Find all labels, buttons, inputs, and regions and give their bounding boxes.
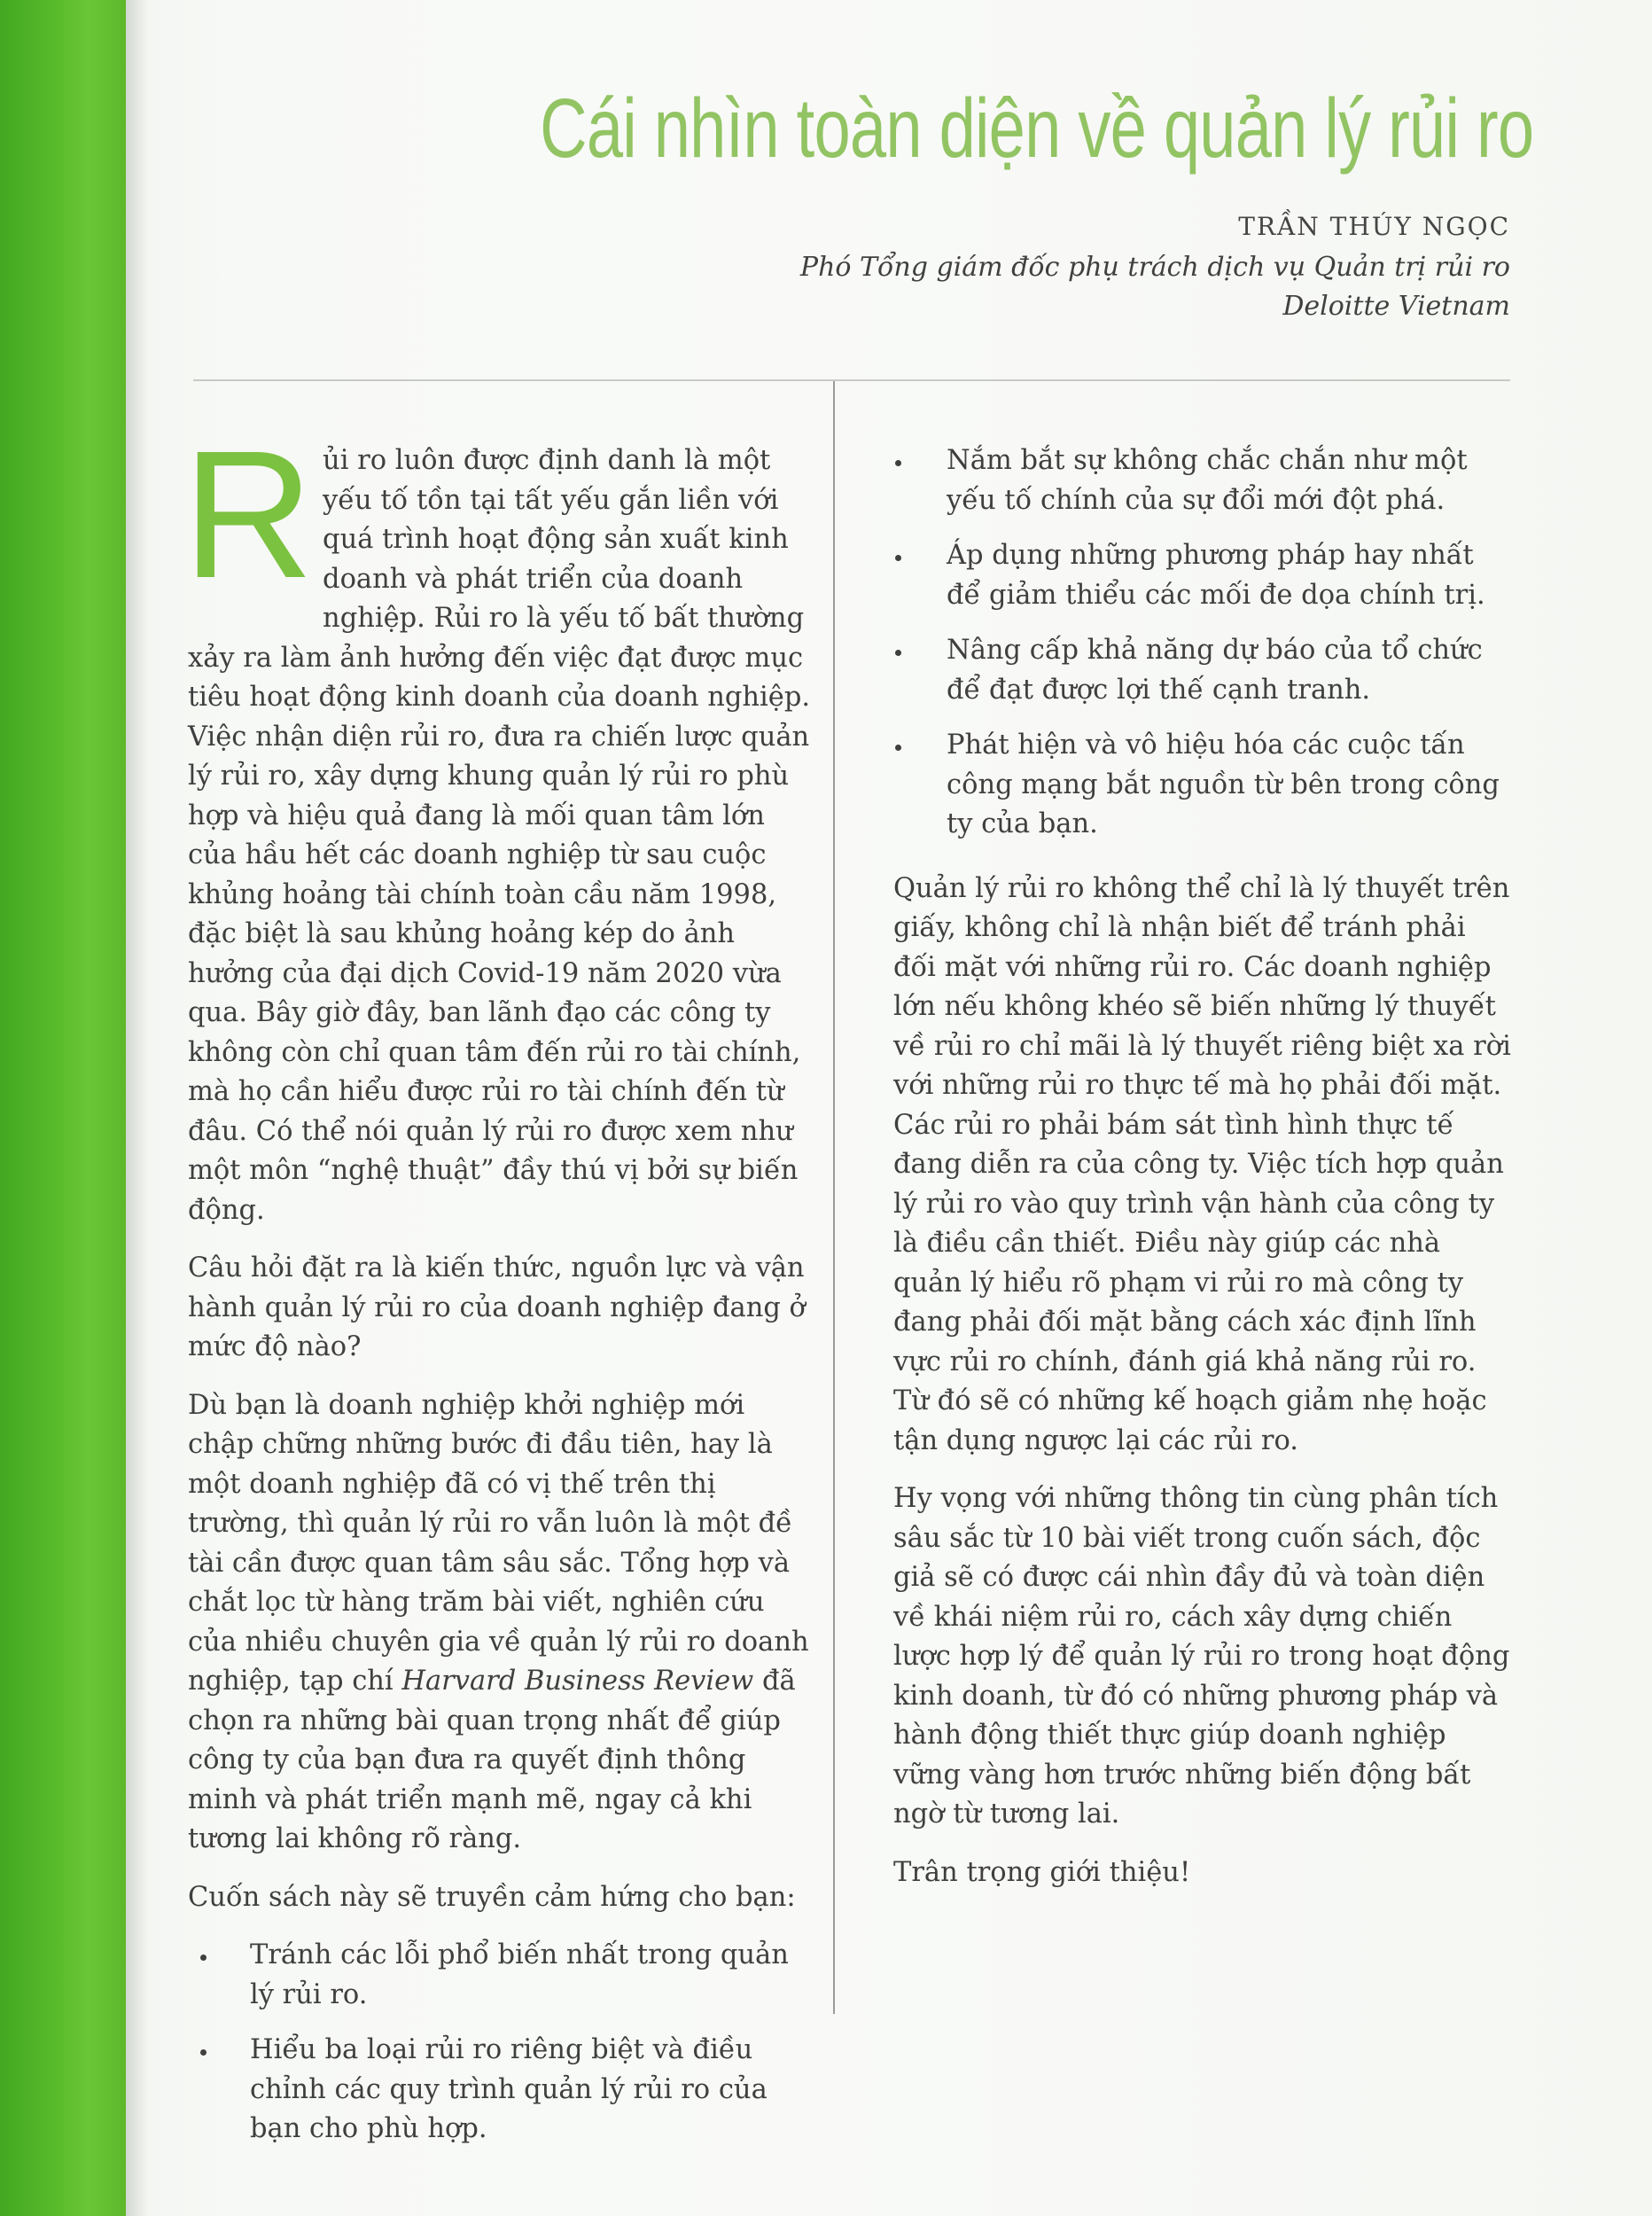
intro-paragraph <box>183 413 817 1230</box>
right-column <box>893 441 1514 1911</box>
list-item: Nâng cấp khả năng dự báo của tổ chức để đạt được lợi thế cạnh tranh. <box>893 631 1514 710</box>
left-column <box>183 413 817 2174</box>
question-paragraph: Câu hỏi đặt ra là kiến thức, nguồn lực và vận hành quản lý rủi ro của doanh nghiệp đang ở mức độ nào? <box>188 1252 806 1362</box>
list-item: Phát hiện và vô hiệu hóa các cuộc tấn công mạng bắt nguồn từ bên trong công ty của bạn. <box>893 726 1514 845</box>
list-item: Áp dụng những phương pháp hay nhất để giảm thiểu các mối đe dọa chính trị. <box>893 536 1514 615</box>
author-role: Phó Tổng giám đốc phụ trách dịch vụ Quản trị rủi ro <box>799 252 1510 283</box>
hope-paragraph: Hy vọng với những thông tin cùng phân tích sâu sắc từ 10 bài viết trong cuốn sách, độc giả sẽ có được cái nhìn đầy đủ và toàn diện về khái niệm rủi ro, cách xây dựng chiến lược hợp lý để quản lý rủi ro trong hoạt động kinh doanh, từ đó có những phương pháp và hành động thiết thực giúp doanh nghiệp vững vàng hơn trước những biến động bất ngờ từ tương lai. <box>893 1483 1510 1830</box>
risk-practice-paragraph: Quản lý rủi ro không thể chỉ là lý thuyết trên giấy, không chỉ là nhận biết để tránh phải đối mặt với những rủi ro. Các doanh nghiệp lớn nếu không khéo sẽ biến những lý thuyết về rủi ro chỉ mãi là lý thuyết riêng biệt xa rời với những rủi ro thực tế mà họ phải đối mặt. Các rủi ro phải bám sát tình hình thực tế đang diễn ra của công ty. Việc tích hợp quản lý rủi ro vào quy trình vận hành của công ty là điều cần thiết. Điều này giúp các nhà quản lý hiểu rõ phạm vi rủi ro mà công ty đang phải đối mặt bằng cách xác định lĩnh vực rủi ro chính, đánh giá khả năng rủi ro. Từ đó sẽ có những kế hoạch giảm nhẹ hoặc tận dụng ngược lại các rủi ro. <box>893 872 1511 1456</box>
book-purpose-paragraph <box>188 1386 817 1860</box>
green-spine-bar <box>0 0 126 2216</box>
book-purpose-text-2: đã chọn ra những bài quan trọng nhất để giúp công ty của bạn đưa ra quyết định thông minh và phát triển mạnh mẽ, ngay cả khi tương lai không rõ ràng. <box>188 1666 796 1854</box>
page-title: Cái nhìn toàn diện về quản lý rủi ro <box>540 82 1534 176</box>
benefit-list-right <box>893 441 1514 845</box>
magazine-name: Harvard Business Review <box>401 1666 754 1697</box>
inspiration-lead: Cuốn sách này sẽ truyền cảm hứng cho bạn: <box>188 1881 796 1913</box>
author-name: TRẦN THÚY NGỌC <box>1238 212 1510 241</box>
benefit-list-left <box>188 1936 817 2150</box>
page-gutter-shadow <box>126 0 149 2216</box>
drop-cap: R <box>183 413 315 616</box>
list-item: Nắm bắt sự không chắc chắn như một yếu tố chính của sự đổi mới đột phá. <box>893 441 1514 520</box>
book-purpose-text-1: Dù bạn là doanh nghiệp khởi nghiệp mới chập chững những bước đi đầu tiên, hay là một doanh nghiệp đã có vị thế trên thị trường, thì quản lý rủi ro vẫn luôn là một đề tài cần được quan tâm sâu sắc. Tổng hợp và chắt lọc từ hàng trăm bài viết, nghiên cứu của nhiều chuyên gia về quản lý rủi ro doanh nghiệp, tạp chí <box>188 1389 809 1697</box>
list-item: Tránh các lỗi phổ biến nhất trong quản lý rủi ro. <box>188 1936 817 2015</box>
author-organization: Deloitte Vietnam <box>1282 291 1510 322</box>
byline <box>800 206 1510 326</box>
list-item: Hiểu ba loại rủi ro riêng biệt và điều chỉnh các quy trình quản lý rủi ro của bạn cho phù hợp. <box>188 2031 817 2150</box>
intro-text: ủi ro luôn được định danh là một yếu tố tồn tại tất yếu gắn liền với quá trình hoạt động sản xuất kinh doanh và phát triển của doanh nghiệp. Rủi ro là yếu tố bất thường xảy ra làm ảnh hưởng đến việc đạt được mục tiêu hoạt động kinh doanh của doanh nghiệp. Việc nhận diện rủi ro, đưa ra chiến lược quản lý rủi ro, xây dựng khung quản lý rủi ro phù hợp và hiệu quả đang là mối quan tâm lớn của hầu hết các doanh nghiệp từ sau cuộc khủng hoảng tài chính toàn cầu năm 1998, đặc biệt là sau khủng hoảng kép do ảnh hưởng của đại dịch Covid-19 năm 2020 vừa qua. Bây giờ đây, ban lãnh đạo các công ty không còn chỉ quan tâm đến rủi ro tài chính, mà họ cần hiểu được rủi ro tài chính đến từ đâu. Có thể nói quản lý rủi ro được xem như một môn “nghệ thuật” đầy thú vị bởi sự biến động. <box>188 445 811 1226</box>
column-divider <box>833 381 835 2014</box>
horizontal-rule <box>193 379 1510 381</box>
closing-line: Trân trọng giới thiệu! <box>893 1856 1191 1888</box>
